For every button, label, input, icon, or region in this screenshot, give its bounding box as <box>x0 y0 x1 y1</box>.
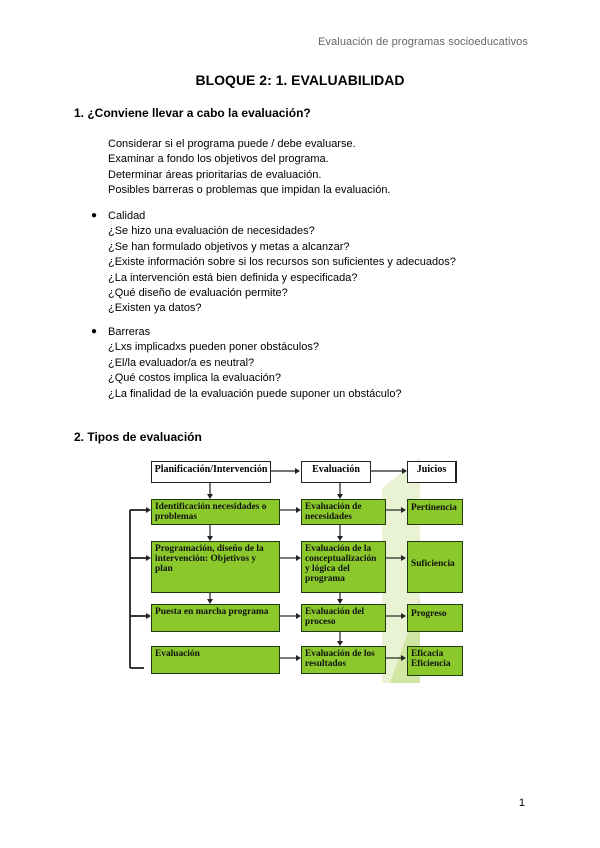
barreras-line: ¿Qué costos implica la evaluación? <box>108 372 282 385</box>
calidad-line: ¿La intervención está bien definida y especificada? <box>108 271 358 284</box>
box-suficiencia: Suficiencia <box>407 541 463 593</box>
box-eficacia-eficiencia: Eficacia Eficiencia <box>407 646 463 676</box>
calidad-list <box>108 209 456 317</box>
calidad-line: ¿Existen ya datos? <box>108 302 202 315</box>
box-progreso: Progreso <box>407 604 463 632</box>
page-title: BLOQUE 2: 1. EVALUABILIDAD <box>195 72 405 88</box>
intro-line: Examinar a fondo los objetivos del programa. <box>108 153 329 166</box>
intro-line: Determinar áreas prioritarias de evaluación. <box>108 168 322 181</box>
bullet-icon: ● <box>91 210 98 221</box>
section2-heading: 2. Tipos de evaluación <box>74 430 202 444</box>
header-planificacion: Planificación/Intervención <box>151 461 271 483</box>
box-puesta-en-marcha: Puesta en marcha programa <box>151 604 280 632</box>
barreras-line: ¿El/la evaluador/a es neutral? <box>108 356 255 369</box>
box-programacion: Programación, diseño de la intervención: Objetivos y plan <box>151 541 280 593</box>
calidad-line: ¿Existe información sobre si los recursos son suficientes y adecuados? <box>108 256 456 269</box>
calidad-label: Calidad <box>108 210 146 222</box>
barreras-line: ¿La finalidad de la evaluación puede suponer un obstáculo? <box>108 387 402 400</box>
box-evaluacion-necesidades: Evaluación de necesidades <box>301 499 386 525</box>
box-identificacion: Identificación necesidades o problemas <box>151 499 280 525</box>
intro-line: Posibles barreras o problemas que impidan la evaluación. <box>108 184 391 197</box>
box-pertinencia: Pertinencia <box>407 499 463 525</box>
header-juicios: Juicios <box>407 461 457 483</box>
box-evaluacion-proceso: Evaluación del proceso <box>301 604 386 632</box>
calidad-line: ¿Se hizo una evaluación de necesidades? <box>108 225 315 238</box>
box-evaluacion: Evaluación <box>151 646 280 674</box>
page-number: 1 <box>518 797 525 809</box>
running-header: Evaluación de programas socioeducativos <box>318 36 528 48</box>
barreras-list <box>108 325 402 402</box>
barreras-line: ¿Lxs implicadxs pueden poner obstáculos? <box>108 341 319 354</box>
intro-line: Considerar si el programa puede / debe evaluarse. <box>108 138 356 150</box>
section1-heading: 1. ¿Conviene llevar a cabo la evaluación? <box>74 106 311 120</box>
evaluation-types-diagram <box>120 458 480 683</box>
header-evaluacion: Evaluación <box>301 461 371 483</box>
section1-intro <box>108 137 391 199</box>
box-evaluacion-conceptualizacion: Evaluación de la conceptualización y lógica del programa <box>301 541 386 593</box>
bullet-icon: ● <box>91 326 98 337</box>
calidad-line: ¿Qué diseño de evaluación permite? <box>108 287 288 300</box>
calidad-line: ¿Se han formulado objetivos y metas a alcanzar? <box>108 240 350 253</box>
box-evaluacion-resultados: Evaluación de los resultados <box>301 646 386 674</box>
barreras-label: Barreras <box>108 326 151 338</box>
